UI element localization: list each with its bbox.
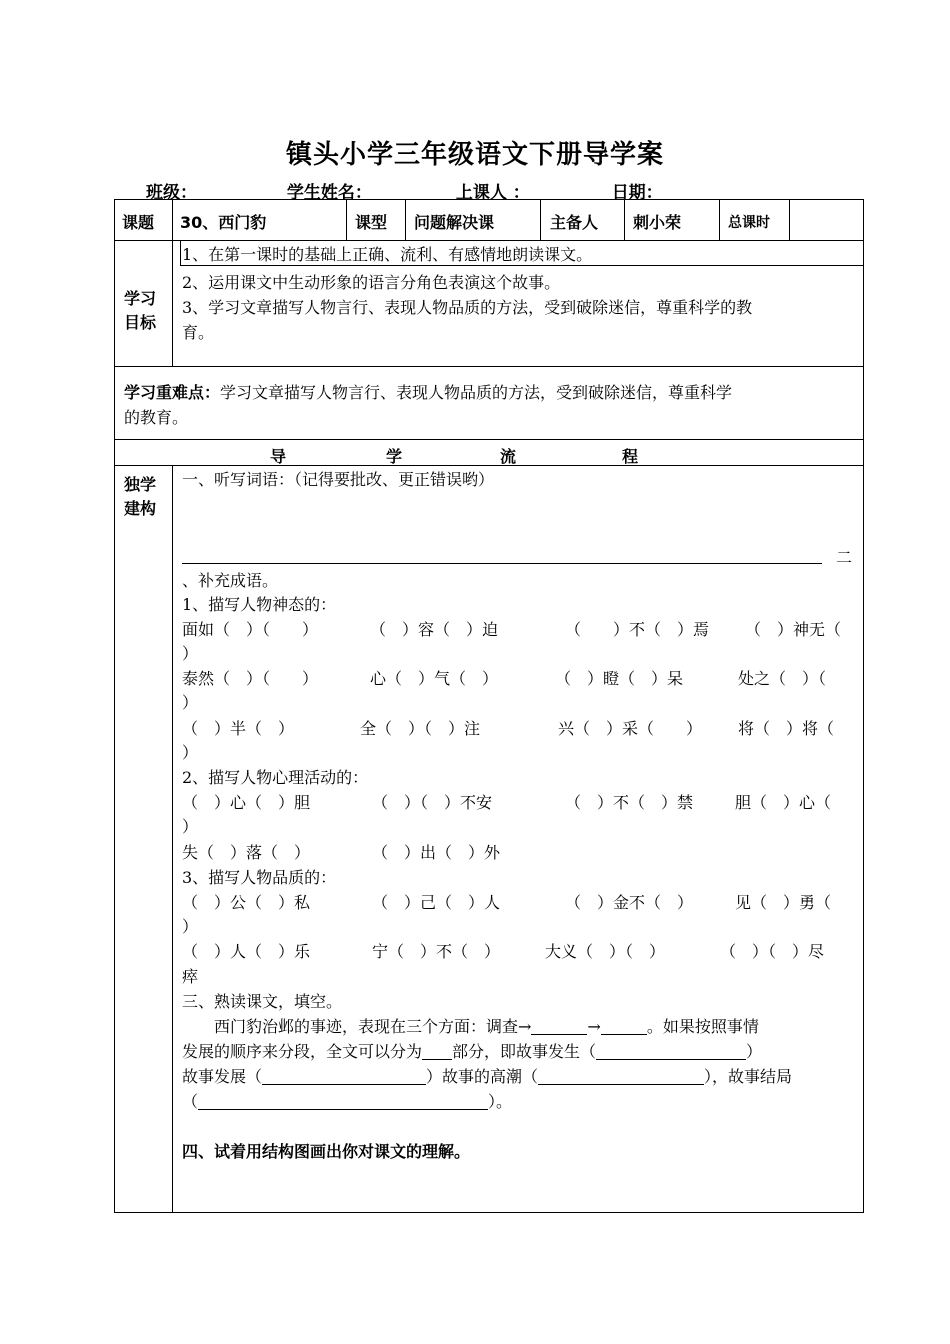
idiom-r1-1: 面如（ ）（ ）: [182, 620, 319, 639]
teacher-label: 上课人 ：: [455, 183, 530, 203]
idiom-r7-4: （ ）（ ）尽: [720, 942, 825, 961]
header-topic-value: 30、西门豹: [180, 213, 267, 232]
section-2: 、补充成语。: [182, 571, 279, 590]
fill-p2a: 发展的顺序来分段，全文可以分为: [182, 1042, 423, 1061]
idiom-r2-wrap: ）: [182, 693, 199, 712]
fill-p1a: 西门豹治邺的事迹，表现在三个方面：调查→: [214, 1017, 532, 1036]
fill-p3a: 故事发展（: [182, 1067, 263, 1086]
header-topic-label: 课题: [122, 213, 155, 232]
section-4: 四、试着用结构图画出你对课文的理解。: [182, 1142, 471, 1161]
goals-label-2: 目标: [124, 313, 157, 332]
idiom-r7-2: 宁（ ）不（ ）: [372, 942, 501, 961]
name-label: 学生姓名：: [286, 183, 372, 203]
header-author-value: 刺小荣: [633, 213, 682, 232]
date-blank[interactable]: [663, 183, 773, 200]
idiom-r4-3: （ ）不（ ）禁: [565, 793, 694, 812]
fill-p4a: （: [182, 1092, 199, 1111]
key-line1: 学习文章描写人物言行、表现人物品质的方法，受到破除迷信，尊重科学: [220, 383, 733, 402]
class-label: 班级：: [146, 183, 197, 203]
goal-3b: 育。: [182, 323, 215, 342]
fill-blank-7[interactable]: [198, 1093, 488, 1110]
fill-p2c: ）: [746, 1042, 763, 1061]
fill-p1b: →: [587, 1017, 601, 1036]
goal-1: 1、在第一课时的基础上正确、流利、有感情地朗读课文。: [182, 245, 593, 264]
idiom-r7-3: 大义（ ）（ ）: [545, 942, 666, 961]
section-3: 三、熟读课文，填空。: [182, 992, 343, 1011]
class-blank[interactable]: [197, 183, 273, 200]
name-blank[interactable]: [372, 183, 440, 200]
idiom-r4-wrap: ）: [182, 817, 199, 836]
idiom-r1-4: （ ）神无（: [745, 620, 842, 639]
idiom-r4-4: 胆（ ）心（: [735, 793, 832, 812]
idiom-r6-2: （ ）己（ ）人: [372, 893, 501, 912]
page-title: 镇头小学三年级语文下册导学案: [285, 140, 664, 170]
fill-p3b: ）故事的高潮（: [426, 1067, 539, 1086]
category-3: 3、描写人物品质的：: [182, 868, 337, 887]
idiom-r3-2: 全（ ）（ ）注: [360, 719, 481, 738]
fill-para-3: [182, 1067, 792, 1087]
idiom-r6-1: （ ）公（ ）私: [182, 893, 311, 912]
idiom-r1-3: （ ）不（ ）焉: [565, 620, 710, 639]
fill-para-1: [214, 1017, 759, 1037]
idiom-r2-4: 处之（ ）（: [738, 669, 827, 688]
fill-p4b: ）。: [488, 1092, 513, 1111]
idiom-r4-2: （ ）（ ）不安: [372, 793, 493, 812]
section-1: 一、听写词语：（记得要批改、更正错误哟）: [182, 470, 495, 489]
idiom-r6-3: （ ）金不（ ）: [565, 893, 694, 912]
idiom-r2-1: 泰然（ ）（ ）: [182, 669, 319, 688]
category-1: 1、描写人物神态的：: [182, 595, 337, 614]
fill-blank-6[interactable]: [538, 1068, 704, 1085]
idiom-r3-1: （ ）半（ ）: [182, 719, 295, 738]
idiom-r5-1: 失（ ）落（ ）: [182, 843, 311, 862]
fill-para-2: [182, 1042, 762, 1062]
fill-para-4: [182, 1092, 512, 1112]
side-label-1: 独学: [124, 475, 157, 494]
idiom-r2-3: （ ）瞪（ ）呆: [555, 669, 684, 688]
fill-blank-5[interactable]: [262, 1068, 426, 1085]
side-label-2: 建构: [124, 499, 157, 518]
idiom-r6-4: 见（ ）勇（: [735, 893, 832, 912]
flow-char-3: 流: [500, 447, 517, 466]
goal-3a: 3、学习文章描写人物言行、表现人物品质的方法，受到破除迷信，尊重科学的教: [182, 298, 753, 317]
idiom-r3-3: 兴（ ）采（ ）: [558, 719, 703, 738]
idiom-r5-2: （ ）出（ ）外: [372, 843, 501, 862]
dictation-line[interactable]: [182, 563, 822, 564]
header-type-value: 问题解决课: [414, 213, 495, 232]
fill-blank-4[interactable]: [596, 1043, 746, 1060]
key-label: 学习重难点：: [124, 383, 221, 402]
fill-blank-1[interactable]: [531, 1018, 587, 1035]
idiom-r2-2: 心（ ）气（ ）: [370, 669, 499, 688]
key-line2: 的教育。: [124, 408, 189, 427]
goals-label-1: 学习: [124, 289, 157, 308]
idiom-r4-1: （ ）心（ ）胆: [182, 793, 311, 812]
section-2-number: 二: [836, 548, 853, 567]
category-2: 2、描写人物心理活动的：: [182, 768, 369, 787]
idiom-r7-1: （ ）人（ ）乐: [182, 942, 311, 961]
fill-p3c: ），故事结局: [704, 1067, 793, 1086]
header-type-label: 课型: [355, 213, 388, 232]
date-label: 日期：: [611, 183, 663, 203]
idiom-r1-wrap: ）: [182, 644, 199, 663]
teacher-blank[interactable]: [530, 183, 586, 200]
flow-char-2: 学: [386, 447, 403, 466]
fill-blank-2[interactable]: [601, 1018, 647, 1035]
idiom-r7-wrap: 瘁: [182, 967, 199, 986]
flow-char-4: 程: [622, 447, 639, 466]
idiom-r3-wrap: ）: [182, 743, 199, 762]
key-points: [124, 383, 732, 403]
fill-blank-3[interactable]: [422, 1043, 452, 1060]
idiom-r6-wrap: ）: [182, 917, 199, 936]
fill-p2b: 部分，即故事发生（: [452, 1042, 597, 1061]
flow-char-1: 导: [270, 447, 287, 466]
header-total-label: 总课时: [728, 215, 770, 231]
idiom-r1-2: （ ）容（ ）迫: [370, 620, 499, 639]
fill-p1c: 。如果按照事情: [646, 1017, 759, 1036]
goal-2: 2、运用课文中生动形象的语言分角色表演这个故事。: [182, 273, 561, 292]
header-author-label: 主备人: [550, 213, 599, 232]
idiom-r3-4: 将（ ）将（: [738, 719, 835, 738]
